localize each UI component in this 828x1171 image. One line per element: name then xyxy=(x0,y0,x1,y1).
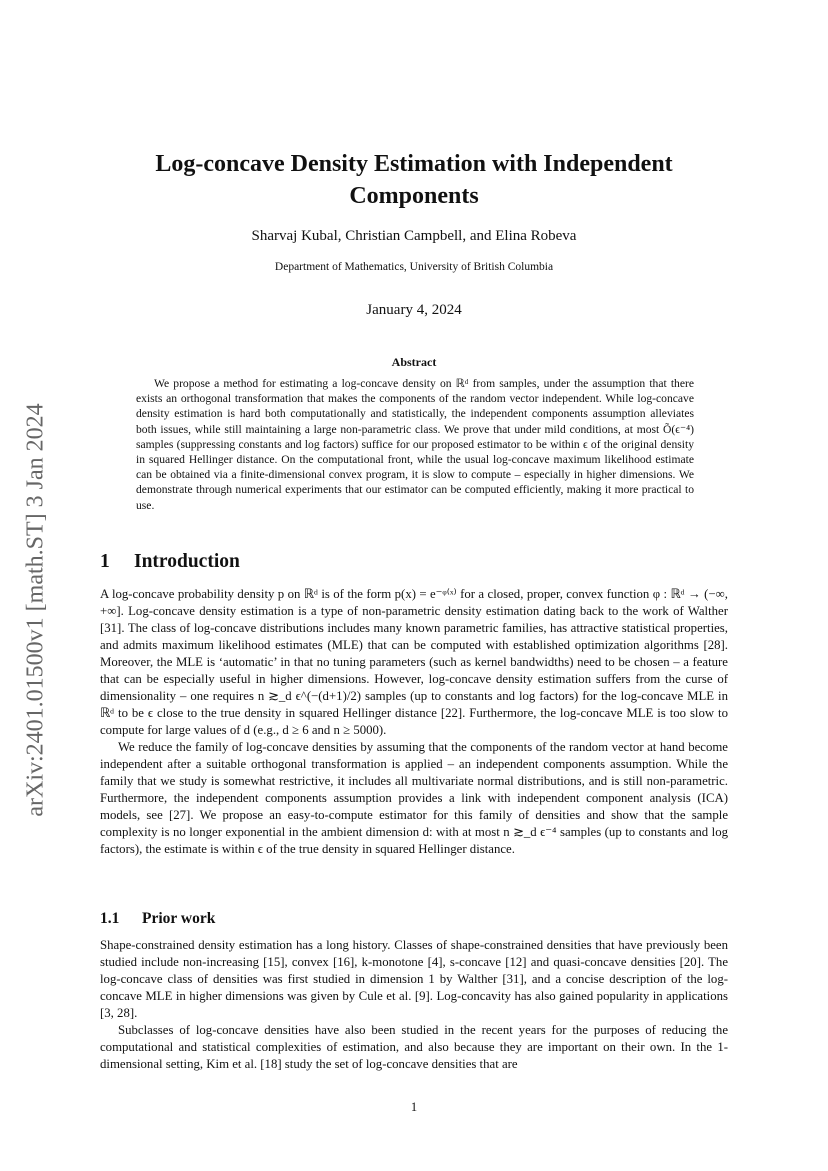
paper-title: Log-concave Density Estimation with Independent Components xyxy=(155,151,673,209)
author-list: Sharvaj Kubal, Christian Campbell, and Elina Robeva xyxy=(251,228,577,244)
prior-work-body xyxy=(100,937,728,1073)
section-number: 1 xyxy=(100,551,110,572)
intro-paragraph-2: We reduce the family of log-concave densities by assuming that the components of the random vector at hand become independent after a suitable orthogonal transformation is applied – an independent components assumption. While the family that we study is somewhat restrictive, it includes all multivariate normal distributions, and is still non-parametric. Furthermore, the independent components assumption provides a link with independent component analysis (ICA) models, see [27]. We propose an easy-to-compute estimator for this family of densities and show that the sample complexity is no longer exponential in the ambient dimension d: with at most n ≳_d ϵ⁻⁴ samples (up to constants and log factors), the estimate is within ϵ of the true density in squared Hellinger distance. xyxy=(100,740,728,856)
section-heading-introduction xyxy=(100,551,240,573)
arxiv-identifier-margin xyxy=(16,360,56,860)
affiliation: Department of Mathematics, University of British Columbia xyxy=(274,261,554,273)
subsection-number: 1.1 xyxy=(100,910,120,927)
page-number: 1 xyxy=(410,1100,418,1114)
prior-paragraph-1: Shape-constrained density estimation has a long history. Classes of shape-constrained densities that have previously been studied include non-increasing [15], convex [16], k-monotone [4], s-concave [12] and quasi-concave densities [20]. The log-concave class of densities was first studied in dimension 1 by Walther [31], and a concise description of the log-concave MLE in higher dimensions was given by Cule et al. [9]. Log-concavity has also gained popularity in applications [3, 28]. xyxy=(100,938,728,1020)
subsection-title: Prior work xyxy=(142,910,216,927)
prior-paragraph-2: Subclasses of log-concave densities have also been studied in the recent years for the purposes of reducing the computational and statistical complexities of estimation, and also because they are important on their own. In the 1-dimensional setting, Kim et al. [18] study the set of log-concave densities that are xyxy=(100,1023,728,1071)
abstract-text: We propose a method for estimating a log-concave density on ℝᵈ from samples, under the assumption that there exists an orthogonal transformation that makes the components of the random vector independent. While log-concave density estimation is hard both computationally and statistically, the independent components assumption alleviates both issues, while still maintaining a large non-parametric class. We prove that under mild conditions, at most Õ(ϵ⁻⁴) samples (suppressing constants and log factors) suffice for our proposed estimator to be within ϵ of the original density in squared Hellinger distance. On the computational front, while the usual log-concave maximum likelihood estimate can be obtained via a finite-dimensional convex program, it is slow to compute – especially in higher dimensions. We demonstrate through numerical experiments that our estimator can be computed efficiently, making it more practical to use. xyxy=(136,377,694,512)
publication-date: January 4, 2024 xyxy=(366,302,462,318)
introduction-body xyxy=(100,586,728,858)
section-title: Introduction xyxy=(134,551,240,572)
intro-paragraph-1: A log-concave probability density p on ℝᵈ is of the form p(x) = e⁻ᵠ⁽ˣ⁾ for a closed, proper, convex function φ : ℝᵈ → (−∞, +∞]. Log-concave density estimation is a type of non-parametric density estimation dating back to the work of Walther [31]. The class of log-concave distributions includes many known parametric families, has attractive statistical properties, and admits maximum likelihood estimates (MLE) that can be computed with established optimization algorithms [28]. Moreover, the MLE is ‘automatic’ in that no tuning parameters (such as kernel bandwidths) need to be chosen – a feature that can be especially useful in higher dimensions. However, log-concave density estimation suffers from the curse of dimensionality – one requires n ≳_d ϵ^(−(d+1)/2) samples (up to constants and log factors) for the log-concave MLE in ℝᵈ to be ϵ close to the true density in squared Hellinger distance [22]. Furthermore, the log-concave MLE is too slow to compute for large values of d (e.g., d ≥ 6 and n ≥ 5000). xyxy=(100,587,728,737)
arxiv-identifier: arXiv:2401.01500v1 [math.ST] 3 Jan 2024 xyxy=(22,403,49,817)
subsection-heading-prior-work xyxy=(100,910,215,928)
abstract-heading: Abstract xyxy=(391,355,437,369)
